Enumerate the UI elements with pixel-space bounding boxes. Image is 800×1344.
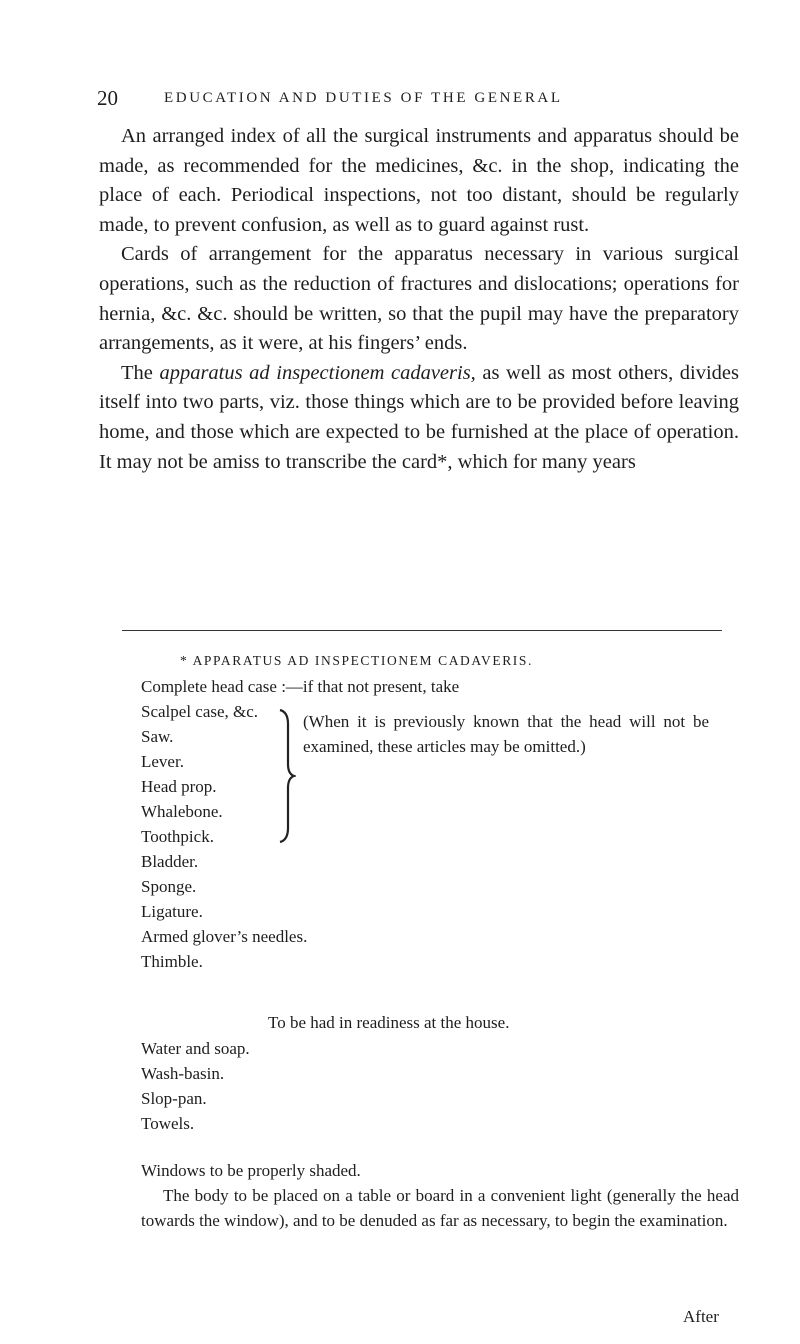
list-item: Toothpick. [141,827,214,846]
list-item: Bladder. [141,852,199,871]
list-item: Slop-pan. [141,1089,207,1108]
list-item: Whalebone. [141,802,223,821]
paragraph-1: An arranged index of all the surgical instruments and apparatus should be made, as recommended for the medicines, &c. in the shop, indicating the place of each. Periodical inspections, not too distant, should be regularly made, to prevent confusion, as well as to guard against rust. [99,125,739,236]
list-item: Complete head case :—if that not present, take [141,677,460,696]
brace-note: (When it is previously known that the head will not be examined, these articles may be omitted.) [303,712,709,756]
house-item-list [141,1036,250,1136]
page-header [97,86,737,116]
list-item: Towels. [141,1114,195,1133]
list-item: Head prop. [141,777,217,796]
paragraph-3 [99,359,739,477]
footnote-notes [141,1158,739,1233]
curly-brace-icon [276,706,296,846]
paragraph-3-italic: apparatus ad inspectionem cadaveris, [159,361,476,384]
footnote-title: * APPARATUS AD INSPECTIONEM CADAVERIS. [180,653,533,668]
house-heading: To be had in readiness at the house. [268,1013,510,1032]
list-item: Water and soap. [141,1039,250,1058]
main-text [99,122,739,477]
list-item: Armed glover’s needles. [141,927,308,946]
page-number: 20 [97,86,118,110]
footnote-rule [122,630,722,631]
catchword: After [683,1307,719,1326]
note-body: The body to be placed on a table or board in a convenient light (generally the head towards the window), and to be denuded as far as necessary, to begin the examination. [141,1186,739,1230]
list-item: Scalpel case, &c. [141,702,259,721]
list-item: Lever. [141,752,184,771]
paragraph-3-start: The [121,361,160,384]
note-windows: Windows to be properly shaded. [141,1161,361,1180]
list-item: Thimble. [141,952,203,971]
list-item: Wash-basin. [141,1064,225,1083]
paragraph-2: Cards of arrangement for the apparatus necessary in various surgical operations, such as the reduction of fractures and dislocations; operations for hernia, &c. &c. should be written, so that the pupil may have the preparatory arrangements, as it were, at his fingers’ ends. [99,243,739,355]
list-item: Ligature. [141,902,203,921]
list-item: Saw. [141,727,174,746]
list-item: Sponge. [141,877,197,896]
running-title: EDUCATION AND DUTIES OF THE GENERAL [164,90,563,106]
paragraph-3-end: as well as most others, divides itself into two parts, viz. those things which are to be provided before leaving home, and those which are expected to be furnished at the place of operation. It may not be amiss to transcribe the card*, which for many years [99,361,740,473]
